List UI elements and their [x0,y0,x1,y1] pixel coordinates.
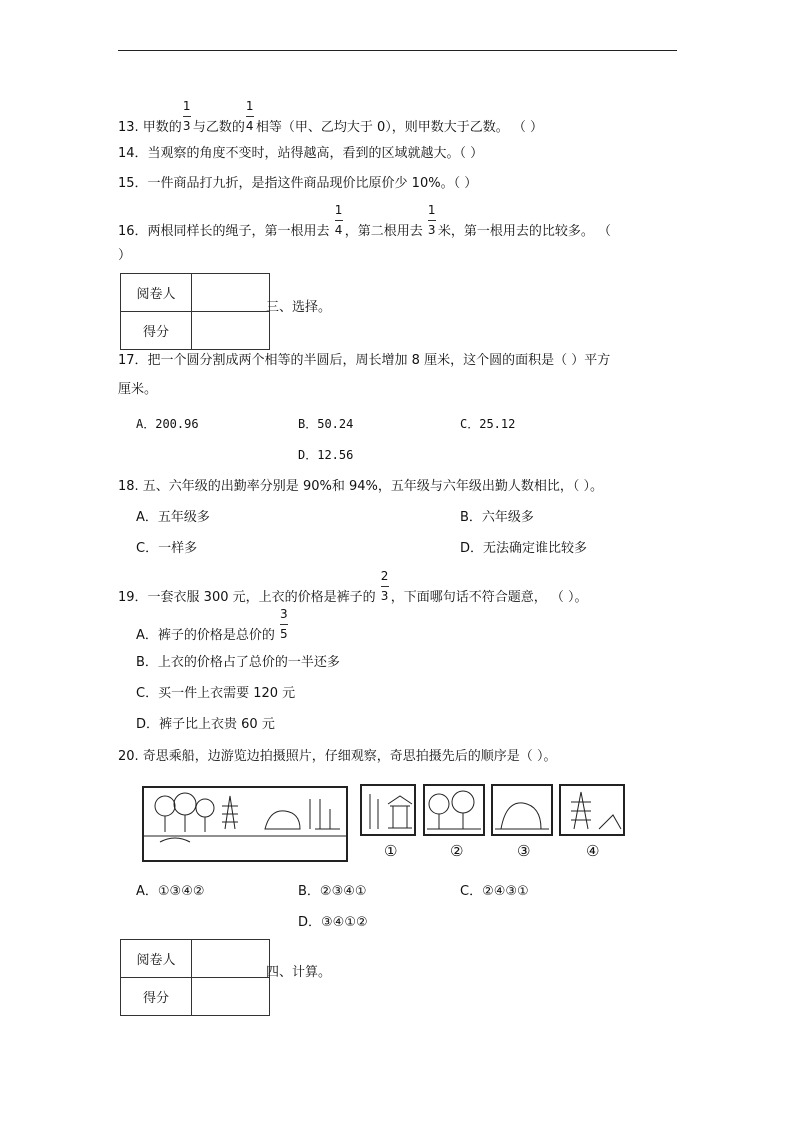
option-a[interactable]: A．五年级多 [136,510,210,525]
option-a[interactable]: A．①③④② [136,884,205,899]
fraction [182,99,192,136]
fraction [380,569,390,606]
score-table-4 [120,939,270,1016]
option-a[interactable]: A．200.96 [136,417,199,431]
option-c[interactable]: C．买一件上衣需要 120 元 [136,686,296,701]
question-16 [118,203,611,240]
option-d[interactable]: D．裤子比上衣贵 60 元 [136,717,275,732]
denominator: 4 [245,119,254,133]
denominator: 3 [182,119,191,133]
fraction [280,607,289,644]
grader-label: 阅卷人 [121,940,192,978]
q13-text-a: 13. 甲数的 [118,120,182,135]
q16-text-a: 16．两根同样长的绳子，第一根用去 [118,224,330,239]
numerator: 3 [280,607,288,621]
option-d[interactable]: D．③④①② [298,915,368,930]
q13-text-b: 与乙数的 [192,120,245,135]
photo-3 [491,784,553,836]
option-d[interactable]: D．12.56 [298,448,354,462]
option-b[interactable]: B．50.24 [298,417,354,431]
question-18: 18. 五、六年级的出勤率分别是 90%和 94%，五年级与六年级出勤人数相比，（ ）。 [118,479,603,494]
fraction [427,203,437,240]
river-scene-image [140,784,350,864]
section-3-title: 三、选择。 [266,300,332,315]
label-4: ④ [586,842,600,860]
option-d[interactable]: D．无法确定谁比较多 [460,541,588,556]
numerator: 2 [380,569,389,583]
option-b[interactable]: B．上衣的价格占了总价的一半还多 [136,655,340,670]
q16-text-b: ，第二根用去 [344,224,423,239]
numerator: 1 [182,99,191,113]
score-cell[interactable] [192,312,270,350]
q19-text-a: 19．一套衣服 300 元，上衣的价格是裤子的 [118,590,376,605]
score-cell[interactable] [192,978,270,1016]
denominator: 4 [334,223,343,237]
fraction [334,203,344,240]
option-a[interactable] [136,607,290,644]
score-label: 得分 [121,312,192,350]
numerator: 1 [245,99,254,113]
denominator: 3 [380,589,389,603]
grader-cell[interactable] [192,940,270,978]
numerator: 1 [334,203,343,217]
photo-4 [559,784,625,836]
label-2: ② [450,842,464,860]
header-rule [118,50,677,51]
numerator: 1 [427,203,436,217]
grader-cell[interactable] [192,274,270,312]
question-20: 20. 奇思乘船，边游览边拍摄照片，仔细观察，奇思拍摄先后的顺序是（ ）。 [118,749,557,764]
option-c[interactable]: C．一样多 [136,541,198,556]
option-c[interactable]: C．25.12 [460,417,516,431]
photo-2 [423,784,485,836]
label-1: ① [384,842,398,860]
question-17-cont: 厘米。 [118,382,158,397]
section-4-title: 四、计算。 [266,965,332,980]
photo-1 [360,784,416,836]
label-3: ③ [517,842,531,860]
fraction [245,99,255,136]
option-a-text: A．裤子的价格是总价的 [136,628,275,643]
question-17: 17．把一个圆分割成两个相等的半圆后，周长增加 8 厘米，这个圆的面积是（ ）平方 [118,353,611,368]
option-b[interactable]: B．②③④① [298,884,367,899]
denominator: 3 [427,223,436,237]
q16-close-paren: ） [118,248,132,263]
option-c[interactable]: C．②④③① [460,884,529,899]
q19-text-b: ，下面哪句话不符合题意， （ ）。 [390,590,588,605]
denominator: 5 [280,627,288,641]
question-15: 15．一件商品打九折，是指这件商品现价比原价少 10%。（ ） [118,176,478,191]
q16-text-c: 米，第一根用去的比较多。 （ [437,224,611,239]
option-b[interactable]: B．六年级多 [460,510,534,525]
score-table-3 [120,273,270,350]
q13-text-c: 相等（甲、乙均大于 0），则甲数大于乙数。 （ ） [255,120,543,135]
question-14: 14．当观察的角度不变时，站得越高，看到的区域就越大。（ ） [118,146,484,161]
question-13 [118,99,543,136]
grader-label: 阅卷人 [121,274,192,312]
question-19 [118,569,588,606]
score-label: 得分 [121,978,192,1016]
